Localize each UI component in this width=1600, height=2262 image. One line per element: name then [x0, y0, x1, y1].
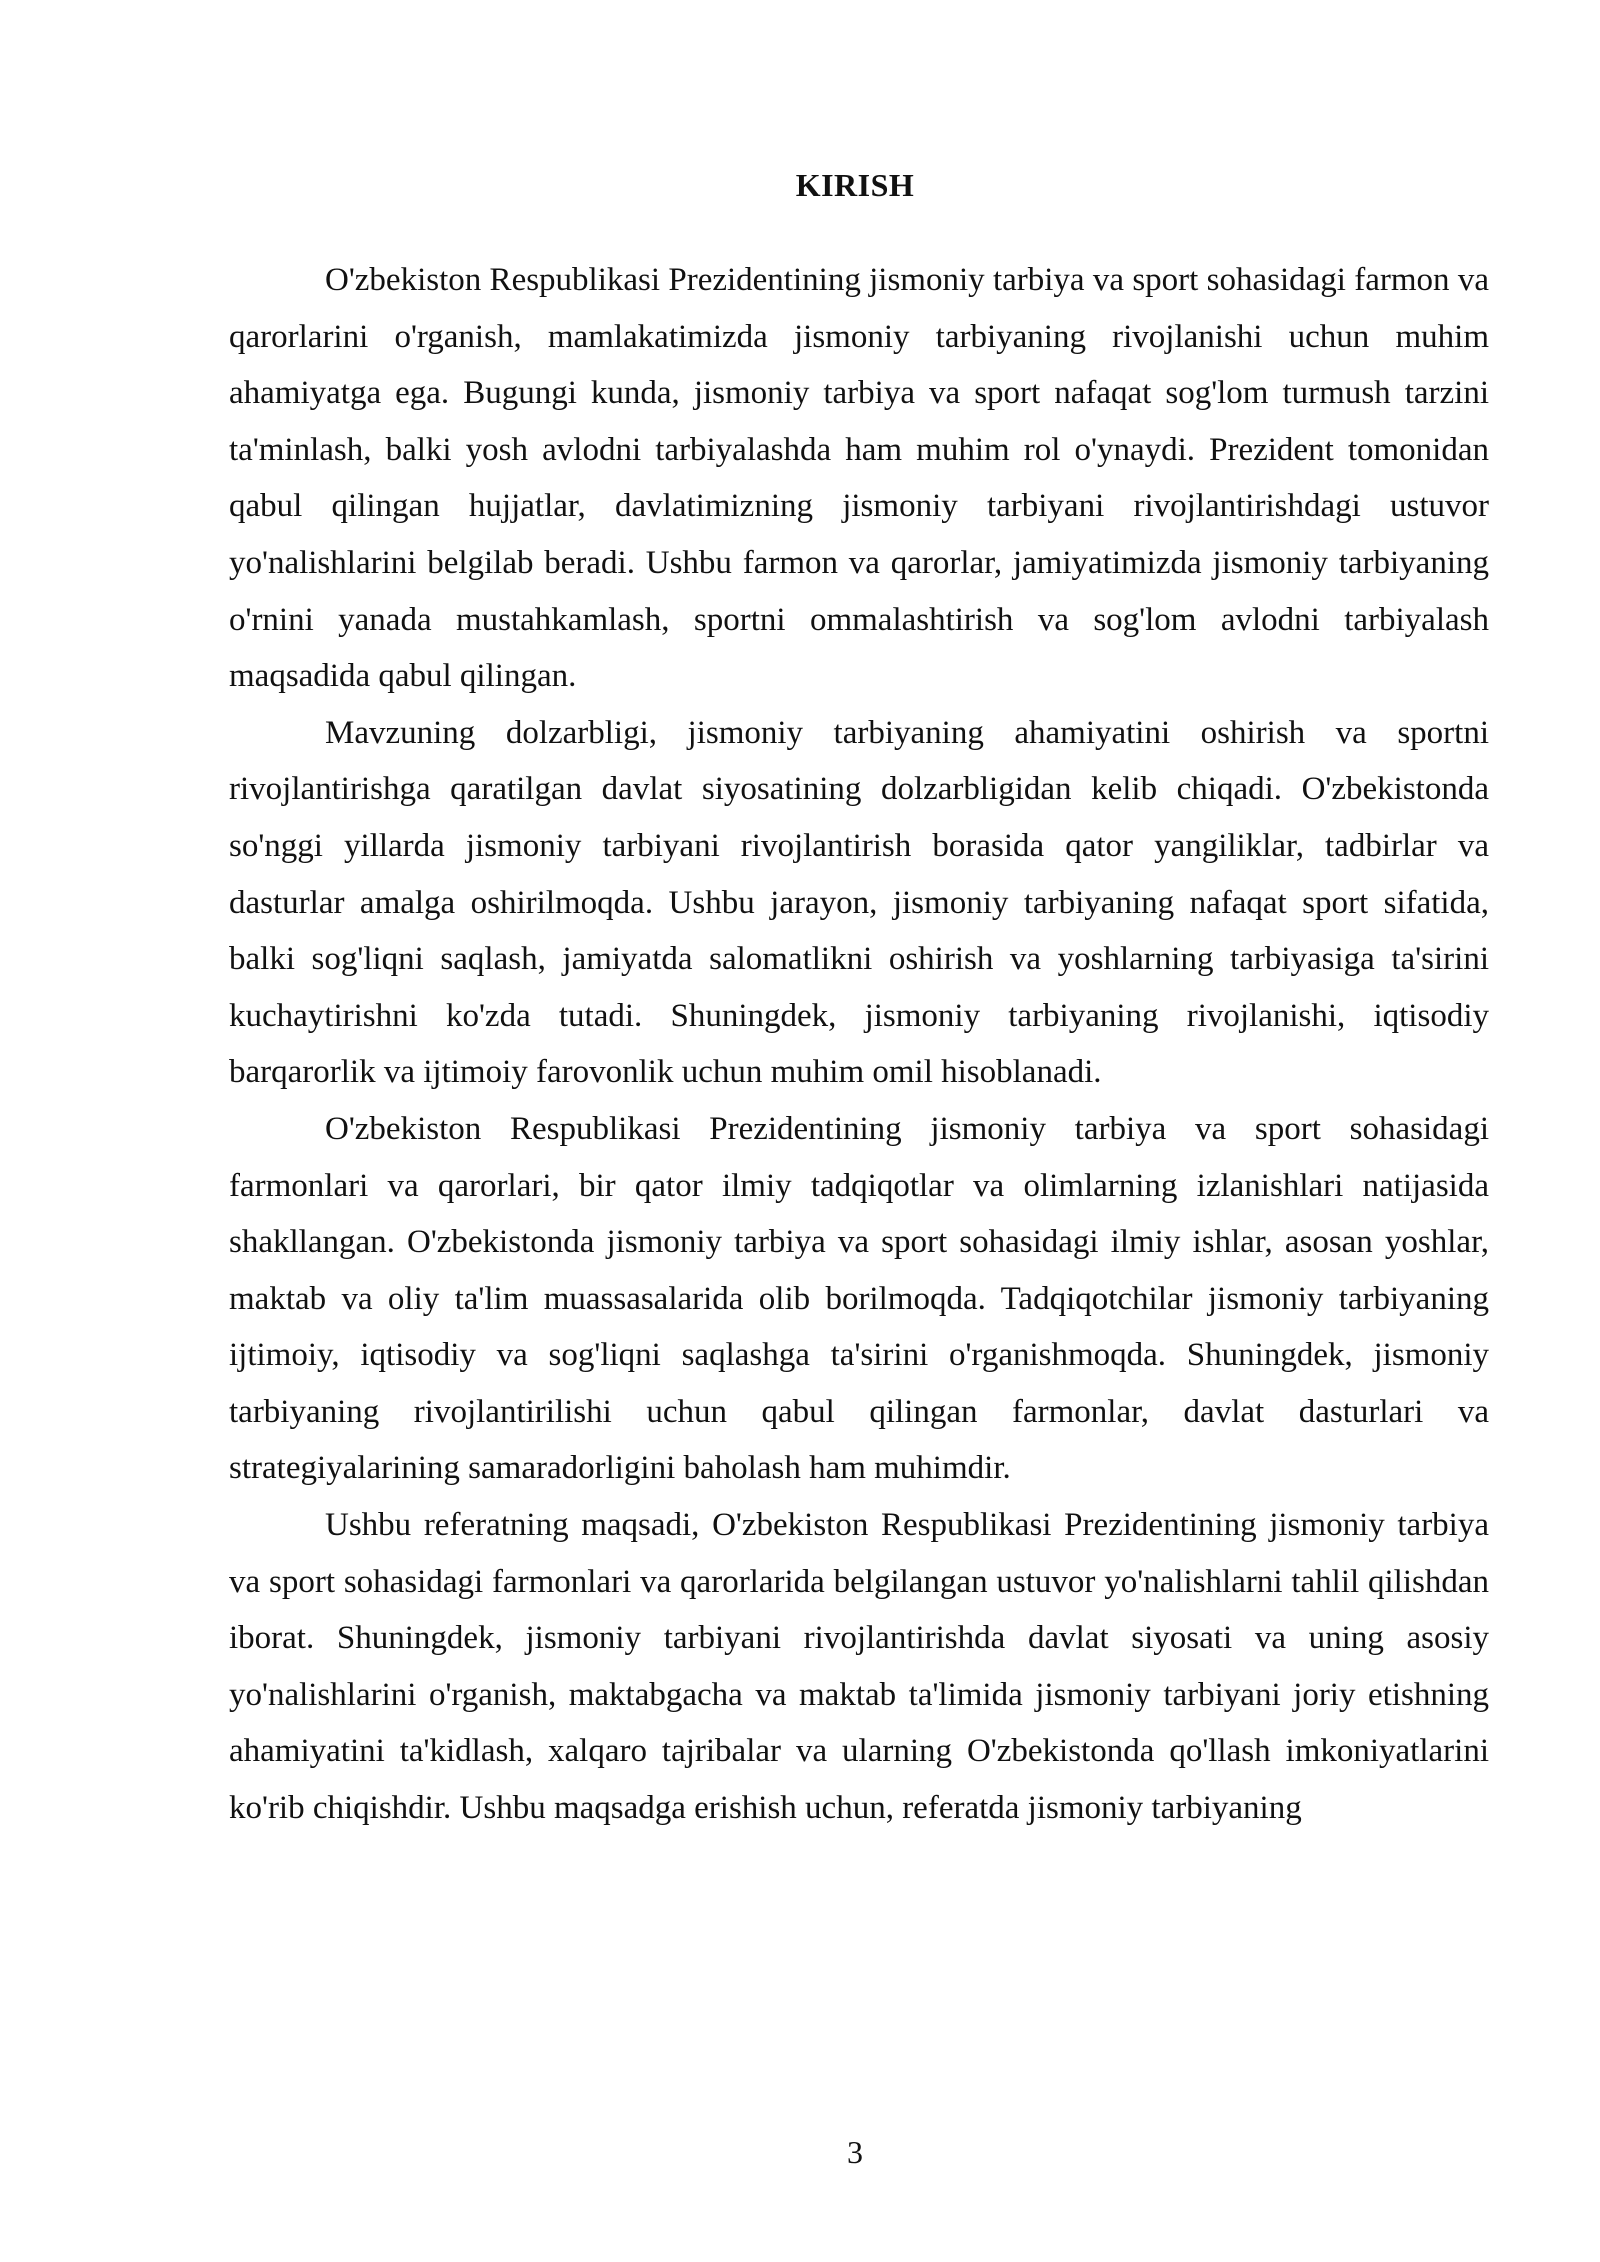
page-number: 3: [847, 2134, 863, 2170]
paragraph-goal: Ushbu referatning maqsadi, O'zbekiston Respublikasi Prezidentining jismoniy tarbiya va sport sohasidagi farmonlari va qarorlarida belgilangan ustuvor yo'nalishlarni tahlil qilishdan iborat. Shuningdek, jismoniy tarbiyani rivojlantirishda davlat siyosati va uning asosiy yo'nalishlarini o'rganish, maktabgacha va maktab ta'limida jismoniy tarbiyani joriy etishning ahamiyatini ta'kidlash, xalqaro tajribalar va ularning O'zbekistonda qo'llash imkoniyatlarini ko'rib chiqishdir. Ushbu maqsadga erishish uchun, referatda jismoniy tarbiyaning: [229, 1507, 1489, 1827]
paragraph-intro: O'zbekiston Respublikasi Prezidentining jismoniy tarbiya va sport sohasidagi farmon va qarorlarini o'rganish, mamlakatimizda jismoniy tarbiyaning rivojlanishi uchun muhim ahamiyatga ega. Bugungi kunda, jismoniy tarbiya va sport nafaqat sog'lom turmush tarzini ta'minlash, balki yosh avlodni tarbiyalashda ham muhim rol o'ynaydi. Prezident tomonidan qabul qilingan hujjatlar, davlatimizning jismoniy tarbiyani rivojlantirishdagi ustuvor yo'nalishlarini belgilab beradi. Ushbu farmon va qarorlar, jamiyatimizda jismoniy tarbiyaning o'rnini yanada mustahkamlash, sportni ommalashtirish va sog'lom avlodni tarbiyalash maqsadida qabul qilingan.: [229, 262, 1489, 695]
paragraph-relevance: Mavzuning dolzarbligi, jismoniy tarbiyaning ahamiyatini oshirish va sportni rivojlantirishga qaratilgan davlat siyosatining dolzarbligidan kelib chiqadi. O'zbekistonda so'nggi yillarda jismoniy tarbiyani rivojlantirish borasida qator yangiliklar, tadbirlar va dasturlar amalga oshirilmoqda. Ushbu jarayon, jismoniy tarbiyaning nafaqat sport sifatida, balki sog'liqni saqlash, jamiyatda salomatlikni oshirish va yoshlarning tarbiyasiga ta'sirini kuchaytirishni ko'zda tutadi. Shuningdek, jismoniy tarbiyaning rivojlanishi, iqtisodiy barqarorlik va ijtimoiy farovonlik uchun muhim omil hisoblanadi.: [229, 714, 1489, 1091]
paragraph-research: O'zbekiston Respublikasi Prezidentining jismoniy tarbiya va sport sohasidagi farmonlari va qarorlari, bir qator ilmiy tadqiqotlar va olimlarning izlanishlari natijasida shakllangan. O'zbekistonda jismoniy tarbiya va sport sohasidagi ilmiy ishlar, asosan yoshlar, maktab va oliy ta'lim muassasalarida olib borilmoqda. Tadqiqotchilar jismoniy tarbiyaning ijtimoiy, iqtisodiy va sog'liqni saqlashga ta'sirini o'rganishmoqda. Shuningdek, jismoniy tarbiyaning rivojlantirilishi uchun qabul qilingan farmonlar, davlat dasturlari va strategiyalarining samaradorligini baholash ham muhimdir.: [229, 1110, 1489, 1487]
body-text: [229, 252, 1489, 1837]
section-heading: KIRISH: [795, 167, 915, 203]
